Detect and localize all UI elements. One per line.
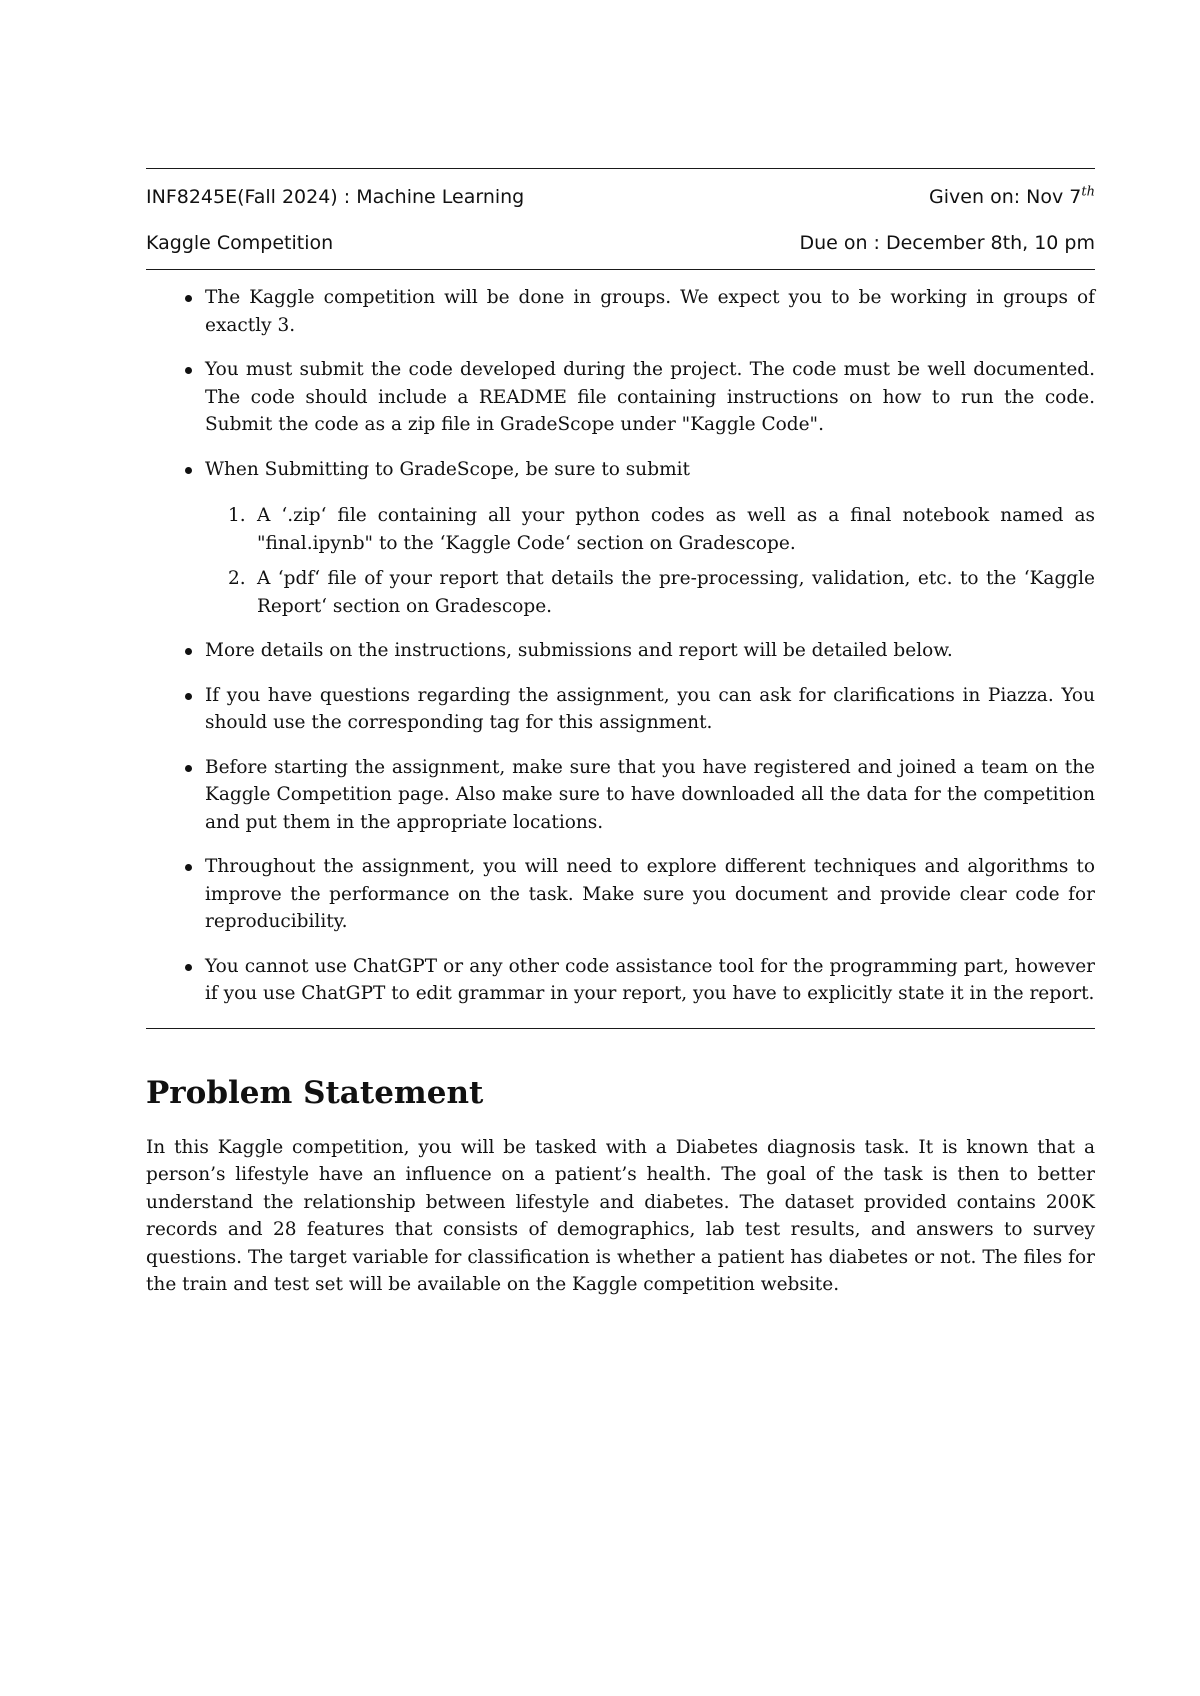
list-item: [146, 284, 1095, 339]
list-item-text: Throughout the assignment, you will need to explore different techniques and algorithms to improve the performance on the task. Make sure you document and provide clear code for reproducibility.: [205, 856, 1095, 932]
list-item: [146, 356, 1095, 439]
item-number: 2.: [228, 568, 246, 589]
given-date-text: Given on: Nov 7: [929, 186, 1082, 208]
header-row-course: [146, 185, 1095, 209]
header-row-assignment: [146, 231, 1095, 255]
list-item-text: You cannot use ChatGPT or any other code assistance tool for the programming part, however if you use ChatGPT to edit grammar in your report, you have to explicitly state it in the report.: [205, 955, 1095, 1004]
item-text: A ‘.zip‘ file containing all your python codes as well as a final notebook named as "final.ipynb" to the ‘Kaggle Code‘ section on Gradescope.: [257, 505, 1095, 554]
bullet-icon: [185, 693, 192, 700]
bullet-icon: [185, 467, 192, 474]
bullet-icon: [185, 964, 192, 971]
list-item: [146, 853, 1095, 936]
list-item: [146, 682, 1095, 737]
submission-items-list: [205, 502, 1095, 620]
bullet-icon: [185, 765, 192, 772]
top-rule: [146, 168, 1095, 169]
submission-item: [146, 565, 1095, 620]
given-date: [929, 185, 1095, 209]
list-item-text: More details on the instructions, submissions and report will be detailed below.: [205, 640, 953, 661]
section-title: Problem Statement: [146, 1074, 484, 1111]
due-date: Due on : December 8th, 10 pm: [799, 232, 1095, 254]
problem-paragraph: In this Kaggle competition, you will be tasked with a Diabetes diagnosis task. It is known that a person’s lifestyle have an influence on a patient’s health. The goal of the task is then to better understand the relationship between lifestyle and diabetes. The dataset provided contains 200K records and 28 features that consists of demographics, lab test results, and answers to survey questions. The target variable for classification is whether a patient has diabetes or not. The files for the train and test set will be available on the Kaggle competition website.: [146, 1136, 1095, 1295]
list-item: [146, 953, 1095, 1008]
list-item-text: Before starting the assignment, make sure that you have registered and joined a team on the Kaggle Competition page. Also make sure to have downloaded all the data for the competition and put them in the appropriate locations.: [205, 756, 1095, 833]
list-item: [146, 456, 1095, 621]
item-number: 1.: [228, 505, 246, 526]
instructions-list: [146, 284, 1095, 1008]
given-date-superscript: th: [1081, 184, 1095, 200]
document-page: [146, 168, 1095, 1299]
list-item-text: The Kaggle competition will be done in groups. We expect you to be working in groups of exactly 3.: [205, 287, 1095, 336]
bullet-icon: [185, 367, 192, 374]
instructions-bottom-rule: [146, 1028, 1095, 1029]
list-item-text: When Submitting to GradeScope, be sure to submit: [205, 458, 690, 480]
assignment-title: Kaggle Competition: [146, 232, 334, 254]
item-text: A ‘pdf‘ file of your report that details the pre-processing, validation, etc. to the ‘Kaggle Report‘ section on Gradescope.: [257, 568, 1095, 617]
course-title: INF8245E(Fall 2024) : Machine Learning: [146, 186, 525, 208]
list-item: [146, 637, 1095, 665]
list-item-text: If you have questions regarding the assignment, you can ask for clarifications in Piazza. You should use the corresponding tag for this assignment.: [205, 684, 1095, 733]
header-bottom-rule: [146, 269, 1095, 270]
list-item: [146, 754, 1095, 837]
bullet-icon: [185, 648, 192, 655]
submission-item: [146, 502, 1095, 557]
bullet-icon: [185, 864, 192, 871]
list-item-text: You must submit the code developed during the project. The code must be well documented. The code should include a README file containing instructions on how to run the code. Submit the code as a zip file in GradeScope under "Kaggle Code".: [205, 359, 1095, 435]
bullet-icon: [185, 295, 192, 302]
